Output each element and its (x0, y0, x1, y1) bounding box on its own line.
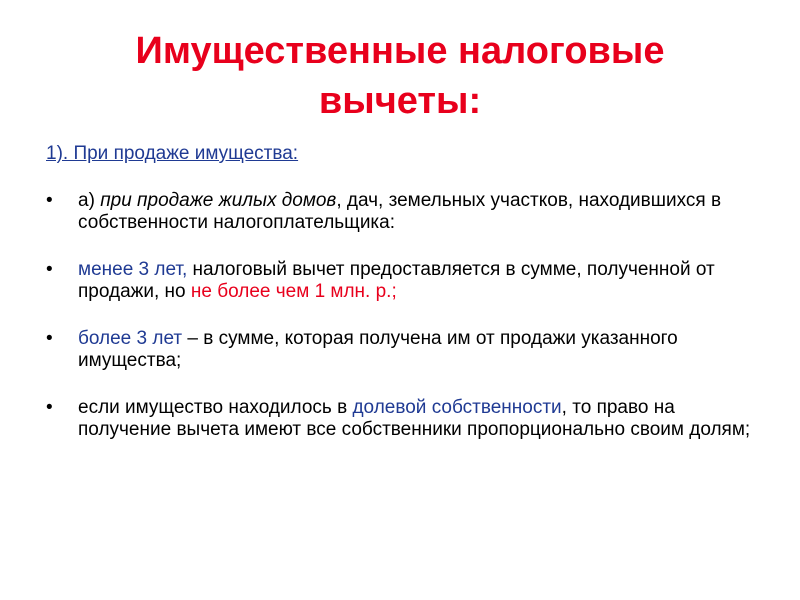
bullet-item-shared-ownership (46, 397, 766, 441)
bullet-item-less-3-years (46, 259, 766, 303)
bullet-item-houses (46, 190, 766, 234)
bullet-dot-icon: • (46, 328, 53, 349)
slide-title (0, 26, 800, 126)
bullet-text: – в сумме, которая получена им от продажи указанного имущества; (78, 328, 678, 371)
bullet-text: , дач, земельных участков, находившихся в собственности налогоплательщика: (78, 190, 722, 233)
bullet-highlight-red: не более чем 1 млн. р.; (190, 281, 397, 302)
bullet-italic-text: при продаже жилых домов (100, 190, 337, 211)
bullet-text: , то право на получение вычета имеют все собственники пропорционально своим долям; (78, 397, 751, 440)
slide-content (46, 143, 766, 466)
bullet-item-more-3-years (46, 328, 766, 372)
bullet-dot-icon: • (46, 190, 53, 211)
bullet-prefix: а) (78, 190, 101, 211)
bullet-dot-icon: • (46, 259, 53, 280)
bullet-text: налоговый вычет предоставляется в сумме, полученной от продажи, но (78, 259, 715, 302)
bullet-highlight-blue: менее 3 лет, (78, 259, 188, 280)
bullet-highlight-blue: более 3 лет (78, 328, 183, 349)
bullet-text-start: если имущество находилось в (78, 397, 353, 418)
bullet-list (46, 190, 766, 441)
title-line-1: Имущественные налоговые (135, 30, 665, 72)
title-line-2: вычеты: (318, 80, 482, 122)
bullet-dot-icon: • (46, 397, 53, 418)
subheading: 1). При продаже имущества: (46, 143, 299, 164)
bullet-highlight-blue: долевой собственности (352, 397, 562, 418)
